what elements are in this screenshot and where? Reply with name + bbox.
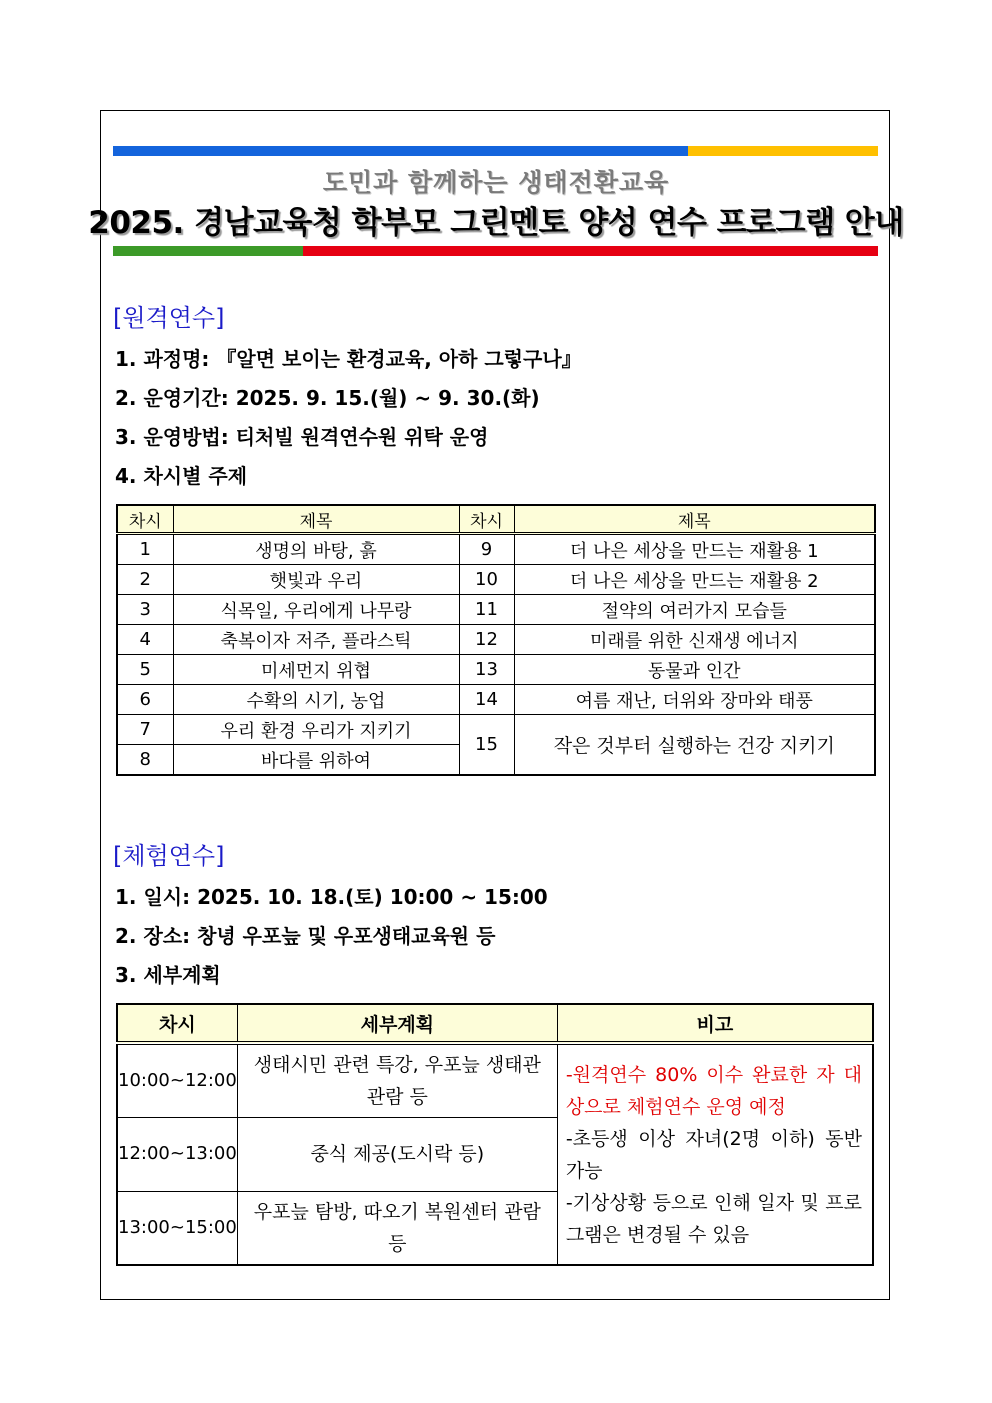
- header-session: 차시: [117, 1004, 237, 1043]
- session-title: 작은 것부터 실행하는 건강 지키기: [514, 715, 875, 776]
- session-title: 동물과 인간: [514, 655, 875, 685]
- experience-location: 2. 장소: 창녕 우포늪 및 우포생태교육원 등: [115, 924, 496, 948]
- top-bar-blue: [113, 146, 688, 156]
- time-cell: 12:00~13:00: [117, 1117, 237, 1191]
- table-row: [117, 685, 875, 715]
- session-title: 햇빛과 우리: [173, 565, 459, 595]
- section-heading-experience: [체험연수]: [113, 842, 225, 870]
- experience-plan-table: [116, 1003, 874, 1266]
- session-title: 여름 재난, 더위와 장마와 태풍: [514, 685, 875, 715]
- session-number: 9: [459, 534, 514, 565]
- session-number: 15: [459, 715, 514, 776]
- session-title: 미래를 위한 신재생 에너지: [514, 625, 875, 655]
- session-title: 생명의 바탕, 흙: [173, 534, 459, 565]
- table-row: [117, 625, 875, 655]
- plan-cell: 중식 제공(도시락 등): [237, 1117, 557, 1191]
- session-title: 축복이자 저주, 플라스틱: [173, 625, 459, 655]
- header-session: 차시: [117, 505, 173, 534]
- document-title: 2025. 경남교육청 학부모 그린멘토 양성 연수 프로그램 안내: [88, 205, 904, 241]
- plan-cell: 우포늪 탐방, 따오기 복원센터 관람 등: [237, 1191, 557, 1265]
- session-number: 11: [459, 595, 514, 625]
- top-bar-yellow: [688, 146, 878, 156]
- plan-cell: 생태시민 관련 특강, 우포늪 생태관 관람 등: [237, 1043, 557, 1117]
- remarks-cell: [557, 1043, 873, 1265]
- remark-item: -기상상황 등으로 인해 일자 및 프로그램은 변경될 수 있음: [565, 1191, 862, 1246]
- session-title: 수확의 시기, 농업: [173, 685, 459, 715]
- session-title: 바다를 위하여: [173, 745, 459, 776]
- session-number: 6: [117, 685, 173, 715]
- experience-plan-label: 3. 세부계획: [115, 963, 221, 987]
- experience-datetime: 1. 일시: 2025. 10. 18.(토) 10:00 ~ 15:00: [115, 885, 548, 909]
- table-row: [117, 715, 875, 745]
- remote-topics-label: 4. 차시별 주제: [115, 464, 248, 488]
- time-cell: 10:00~12:00: [117, 1043, 237, 1117]
- section-heading-remote: [원격연수]: [113, 304, 225, 332]
- remote-period: 2. 운영기간: 2025. 9. 15.(월) ~ 9. 30.(화): [115, 386, 540, 410]
- remark-item: -초등생 이상 자녀(2명 이하) 동반 가능: [565, 1127, 862, 1182]
- session-number: 13: [459, 655, 514, 685]
- table-header-row: [117, 1004, 873, 1043]
- table-row: [117, 534, 875, 565]
- header-title: 제목: [514, 505, 875, 534]
- session-number: 14: [459, 685, 514, 715]
- table-row: [117, 1043, 873, 1117]
- header-session: 차시: [459, 505, 514, 534]
- header-remarks: 비고: [557, 1004, 873, 1043]
- remote-method: 3. 운영방법: 티처빌 원격연수원 위탁 운영: [115, 425, 489, 449]
- bottom-bar-green: [113, 246, 303, 256]
- session-title: 우리 환경 우리가 지키기: [173, 715, 459, 745]
- session-title: 더 나은 세상을 만드는 재활용 1: [514, 534, 875, 565]
- table-header-row: [117, 505, 875, 534]
- remote-course-name: 1. 과정명: 『알면 보이는 환경교육, 아하 그렇구나』: [115, 347, 582, 371]
- session-number: 2: [117, 565, 173, 595]
- table-row: [117, 565, 875, 595]
- table-row: [117, 655, 875, 685]
- time-cell: 13:00~15:00: [117, 1191, 237, 1265]
- session-number: 7: [117, 715, 173, 745]
- session-number: 12: [459, 625, 514, 655]
- session-number: 5: [117, 655, 173, 685]
- session-number: 8: [117, 745, 173, 776]
- bottom-bar-red: [303, 246, 878, 256]
- session-title: 더 나은 세상을 만드는 재활용 2: [514, 565, 875, 595]
- session-number: 10: [459, 565, 514, 595]
- session-number: 1: [117, 534, 173, 565]
- remote-topics-table: [116, 504, 876, 776]
- session-title: 식목일, 우리에게 나무랑: [173, 595, 459, 625]
- session-title: 미세먼지 위협: [173, 655, 459, 685]
- header-title: 제목: [173, 505, 459, 534]
- remark-item: -원격연수 80% 이수 완료한 자 대상으로 체험연수 운영 예정: [565, 1063, 862, 1118]
- header-plan: 세부계획: [237, 1004, 557, 1043]
- table-row: [117, 595, 875, 625]
- document-subtitle: 도민과 함께하는 생태전환교육: [322, 168, 670, 197]
- session-number: 3: [117, 595, 173, 625]
- session-title: 절약의 여러가지 모습들: [514, 595, 875, 625]
- session-number: 4: [117, 625, 173, 655]
